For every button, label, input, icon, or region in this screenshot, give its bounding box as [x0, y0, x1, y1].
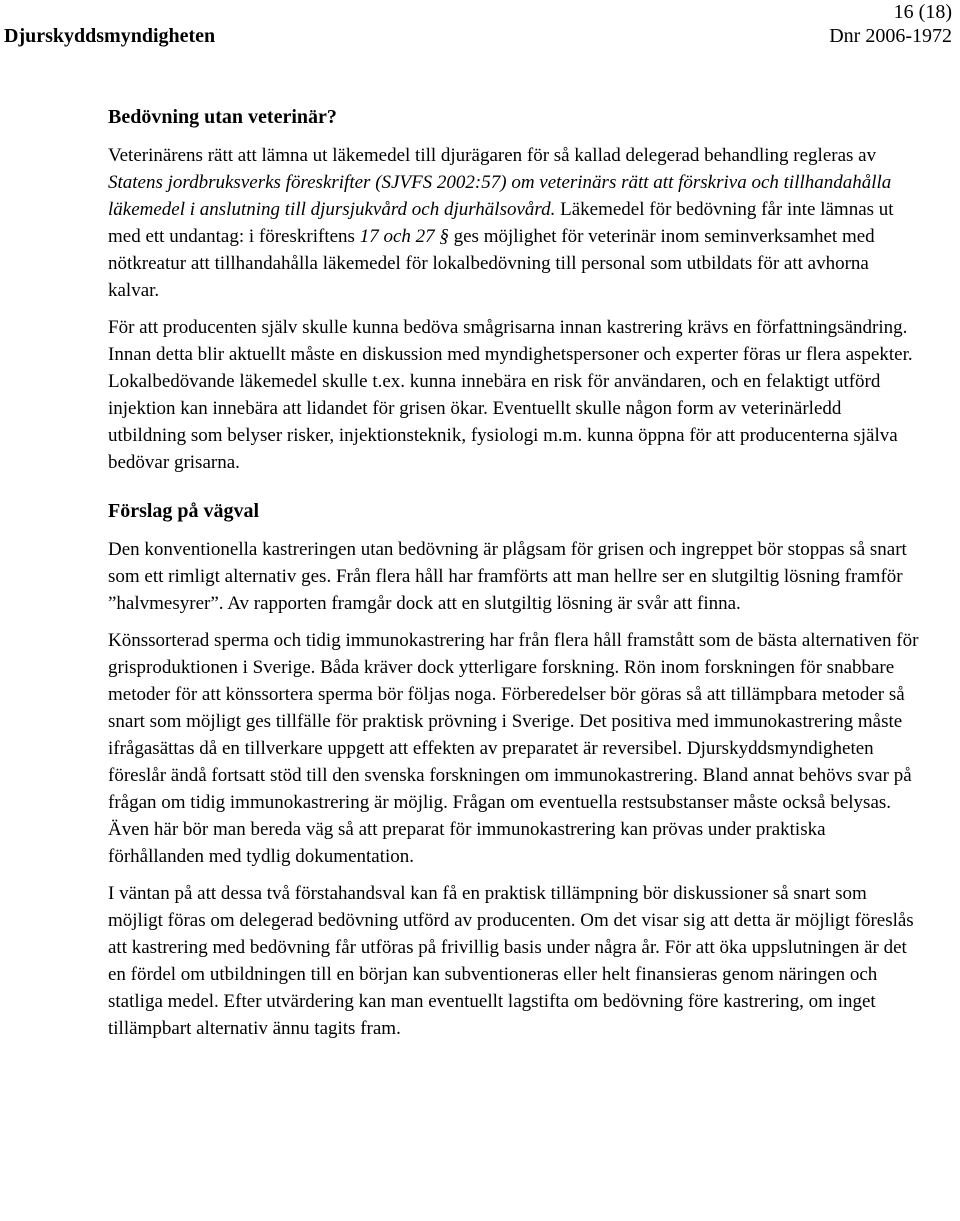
paragraph-conventional-castration: Den konventionella kastreringen utan bedövning är plågsam för grisen och ingreppet bör stoppas så snart som ett rimligt alternativ ges. Från flera håll har framförts att man hellre ser en slutgiltig lösning framför ”halvmesyrer”. Av rapporten framgår dock att en slutgiltig lösning är svår att finna.: [108, 539, 907, 614]
agency-name: Djurskyddsmyndigheten: [4, 25, 216, 47]
paragraph-regulation-part-a: Veterinärens rätt att lämna ut läkemedel till djurägaren för så kallad delegerad behandling regleras av: [108, 145, 877, 166]
section-heading-proposals: Förslag på vägval: [108, 500, 260, 522]
regulation-title: Statens jordbruksverks föreskrifter (SJVFS 2002:57) om veterinärs rätt att förskriva och tillhandahålla läkemedel i anslutning till djursjukvård och djurhälsovård.: [108, 172, 892, 220]
paragraph-regulation-part-e: ges möjlighet för veterinär inom seminverksamhet med nötkreatur att tillhandahålla läkemedel för lokalbedövning till personal som utbildats för att avhorna kalvar.: [108, 226, 875, 301]
regulation-sections: 17 och 27 §: [359, 226, 449, 247]
paragraph-regulation-part-c: Läkemedel för bedövning får inte lämnas ut med ett undantag: i föreskriftens: [108, 199, 894, 247]
page-number: 16 (18): [893, 1, 952, 23]
paragraph-producer-anesthesia: För att producenten själv skulle kunna bedöva smågrisarna innan kastrering krävs en författningsändring. Innan detta blir aktuellt måste en diskussion med myndighetspersoner och experter föras ur flera aspekter. Lokalbedövande läkemedel skulle t.ex. kunna innebära en risk för användaren, och en felaktigt utförd injektion kan innebära att lidandet för grisen ökar. Eventuellt skulle någon form av veterinärledd utbildning som belyser risker, injektionsteknik, fysiologi m.m. kunna öppna för att producenterna själva bedövar grisarna.: [108, 317, 913, 473]
section-heading-anesthesia: Bedövning utan veterinär?: [108, 106, 337, 128]
document-number: Dnr 2006-1972: [829, 25, 952, 47]
document-body: [108, 104, 920, 1052]
paragraph-regulation: [108, 142, 920, 304]
paragraph-sexed-semen: Könssorterad sperma och tidig immunokastrering har från flera håll framstått som de bästa alternativen för grisproduktionen i Sverige. Båda kräver dock ytterligare forskning. Rön inom forskningen för snabbare metoder för att könssortera sperma bör följas noga. Förberedelser bör göras så att tillämpbara metoder så snart som möjligt ges tillfälle för praktisk prövning i Sverige. Det positiva med immunokastrering måste ifrågasättas då en tillverkare uppgett att effekten av preparatet är reversibel. Djurskyddsmyndigheten föreslår ändå fortsatt stöd till den svenska forskningen om immunokastrering. Bland annat behövs svar på frågan om tidig immunokastrering är möjlig. Frågan om eventuella restsubstanser måste också belysas. Även här bör man bereda väg så att preparat för immunokastrering kan prövas under praktiska förhållanden med tydlig dokumentation.: [108, 630, 919, 867]
paragraph-delegated-anesthesia: I väntan på att dessa två förstahandsval kan få en praktisk tillämpning bör diskussioner så snart som möjligt föras om delegerad bedövning utförd av producenten. Om det visar sig att detta är möjligt föreslås att kastrering med bedövning får utföras på frivillig basis under några år. För att öka uppslutningen är det en fördel om utbildningen till en början kan subventioneras eller helt finansieras genom näringen och statliga medel. Efter utvärdering kan man eventuellt lagstifta om bedövning före kastrering, om inget tillämpbart alternativ ännu tagits fram.: [108, 883, 914, 1039]
